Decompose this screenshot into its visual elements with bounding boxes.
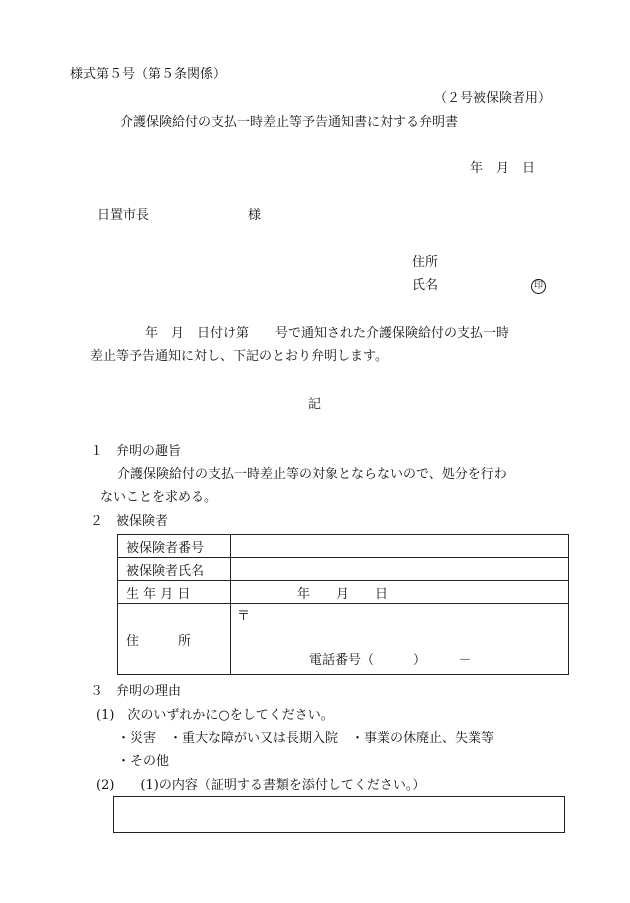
- name-field[interactable]: [231, 558, 569, 581]
- birth-value: 年 月 日: [297, 586, 389, 602]
- section3-options-line1: ・災害 ・重大な障がい又は長期入院 ・事業の休廃止、失業等: [117, 731, 495, 746]
- birth-field[interactable]: [231, 581, 569, 604]
- honorific: 様: [248, 208, 262, 223]
- form-number: 様式第５号（第５条関係）: [70, 67, 227, 82]
- address-field[interactable]: [231, 604, 569, 675]
- number-label: 被保険者番号: [118, 535, 231, 558]
- table-row: [118, 558, 569, 581]
- section1-heading: １ 弁明の趣旨: [90, 444, 182, 459]
- section1-text-line2: ないことを求める。: [100, 490, 218, 505]
- section3-options-line2: ・その他: [117, 754, 170, 769]
- insured-person-table: [117, 534, 569, 675]
- section2-heading: ２ 被保険者: [90, 514, 169, 529]
- seal-mark: 印: [531, 278, 546, 294]
- section3-heading: ３ 弁明の理由: [90, 684, 182, 699]
- date-line: 年 月 日: [470, 161, 536, 176]
- name-label-cell: 被保険者氏名: [118, 558, 231, 581]
- applicant-type: （２号被保険者用）: [434, 91, 552, 106]
- name-label: 氏名: [412, 278, 439, 293]
- table-row: [118, 581, 569, 604]
- body-line-1: 年 月 日付け第 号で通知された介護保険給付の支払一時: [145, 326, 510, 341]
- section1-text-line1: 介護保険給付の支払一時差止等の対象とならないので、処分を行わ: [117, 467, 507, 482]
- ki-heading: 記: [308, 397, 322, 412]
- number-field[interactable]: [231, 535, 569, 558]
- section3-item1: (1) 次のいずれかに○をしてください。: [96, 708, 334, 723]
- section3-item2: (2) (1)の内容（証明する書類を添付してください。）: [96, 778, 426, 793]
- table-row: [118, 535, 569, 558]
- body-line-2: 差止等予告通知に対し、下記のとおり弁明します。: [90, 349, 388, 364]
- table-row: [118, 604, 569, 675]
- document-title: 介護保険給付の支払一時差止等予告通知書に対する弁明書: [120, 115, 459, 130]
- addressee: 日置市長: [97, 208, 150, 223]
- reason-content-box[interactable]: [113, 796, 565, 833]
- postal-mark: 〒: [237, 609, 251, 624]
- birth-label: 生 年 月 日: [118, 581, 231, 604]
- address-label: 住所: [412, 255, 439, 270]
- phone-line: 電話番号（ ） －: [309, 653, 472, 668]
- address-label-cell: 住 所: [118, 604, 231, 675]
